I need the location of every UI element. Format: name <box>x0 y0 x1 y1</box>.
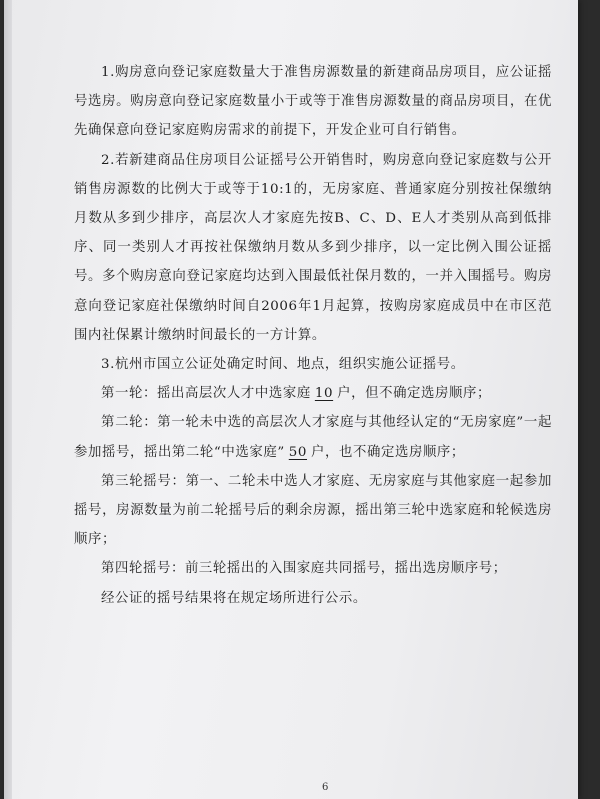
closing-paragraph: 经公证的摇号结果将在规定场所进行公示。 <box>101 590 367 606</box>
round-2-tail: 户，也不确定选房顺序； <box>311 444 465 460</box>
round-2-count: 50 <box>288 444 308 460</box>
round-1-tail: 户，但不确定选房顺序； <box>337 386 492 402</box>
round-1-text: 第一轮：摇出高层次人才中选家庭 <box>101 386 311 402</box>
paragraph-2: 2.若新建商品住房项目公证摇号公开销售时，购房意向登记家庭数与公开销售房源数的比例大于或等于10:1的，无房家庭、普通家庭分别按社保缴纳月数从多到少排序，高层次人才家庭先按B、C、D、E人才类别从高到低排序、同一类别人才再按社保缴纳月数从多到少排序，以一定比例入围公证摇号。多个购房意向登记家庭均达到入围最低社保月数的，一并入围摇号。购房意向登记家庭社保缴纳时间自2006年1月起算，按购房家庭成员中在市区范围内社保累计缴纳时间最长的一方计算。 <box>74 152 552 343</box>
page-edge <box>4 0 12 799</box>
round-2-text: 第二轮：第一轮未中选的高层次人才家庭与其他经认定的“无房家庭”一起参加摇号，摇出第二轮“中选家庭” <box>74 415 552 460</box>
page-number: 6 <box>322 782 329 793</box>
round-4-paragraph: 第四轮摇号：前三轮摇出的入围家庭共同摇号，摇出选房顺序号； <box>101 561 507 577</box>
round-1-count: 10 <box>314 386 334 402</box>
paragraph-3: 3.杭州市国立公证处确定时间、地点，组织实施公证摇号。 <box>101 357 465 373</box>
document-body <box>74 58 552 613</box>
document-page <box>4 0 578 799</box>
round-3-paragraph: 第三轮摇号：第一、二轮未中选人才家庭、无房家庭与其他家庭一起参加摇号，房源数量为前二轮摇号后的剩余房源，摇出第三轮中选家庭和轮候选房顺序； <box>74 473 552 548</box>
round-1-paragraph <box>74 379 552 408</box>
round-2-paragraph <box>74 408 552 466</box>
paragraph-1: 1.购房意向登记家庭数量大于准售房源数量的新建商品房项目，应公证摇号选房。购房意向登记家庭数量小于或等于准售房源数量的商品房项目，在优先确保意向登记家庭购房需求的前提下，开发企业可自行销售。 <box>74 65 552 139</box>
